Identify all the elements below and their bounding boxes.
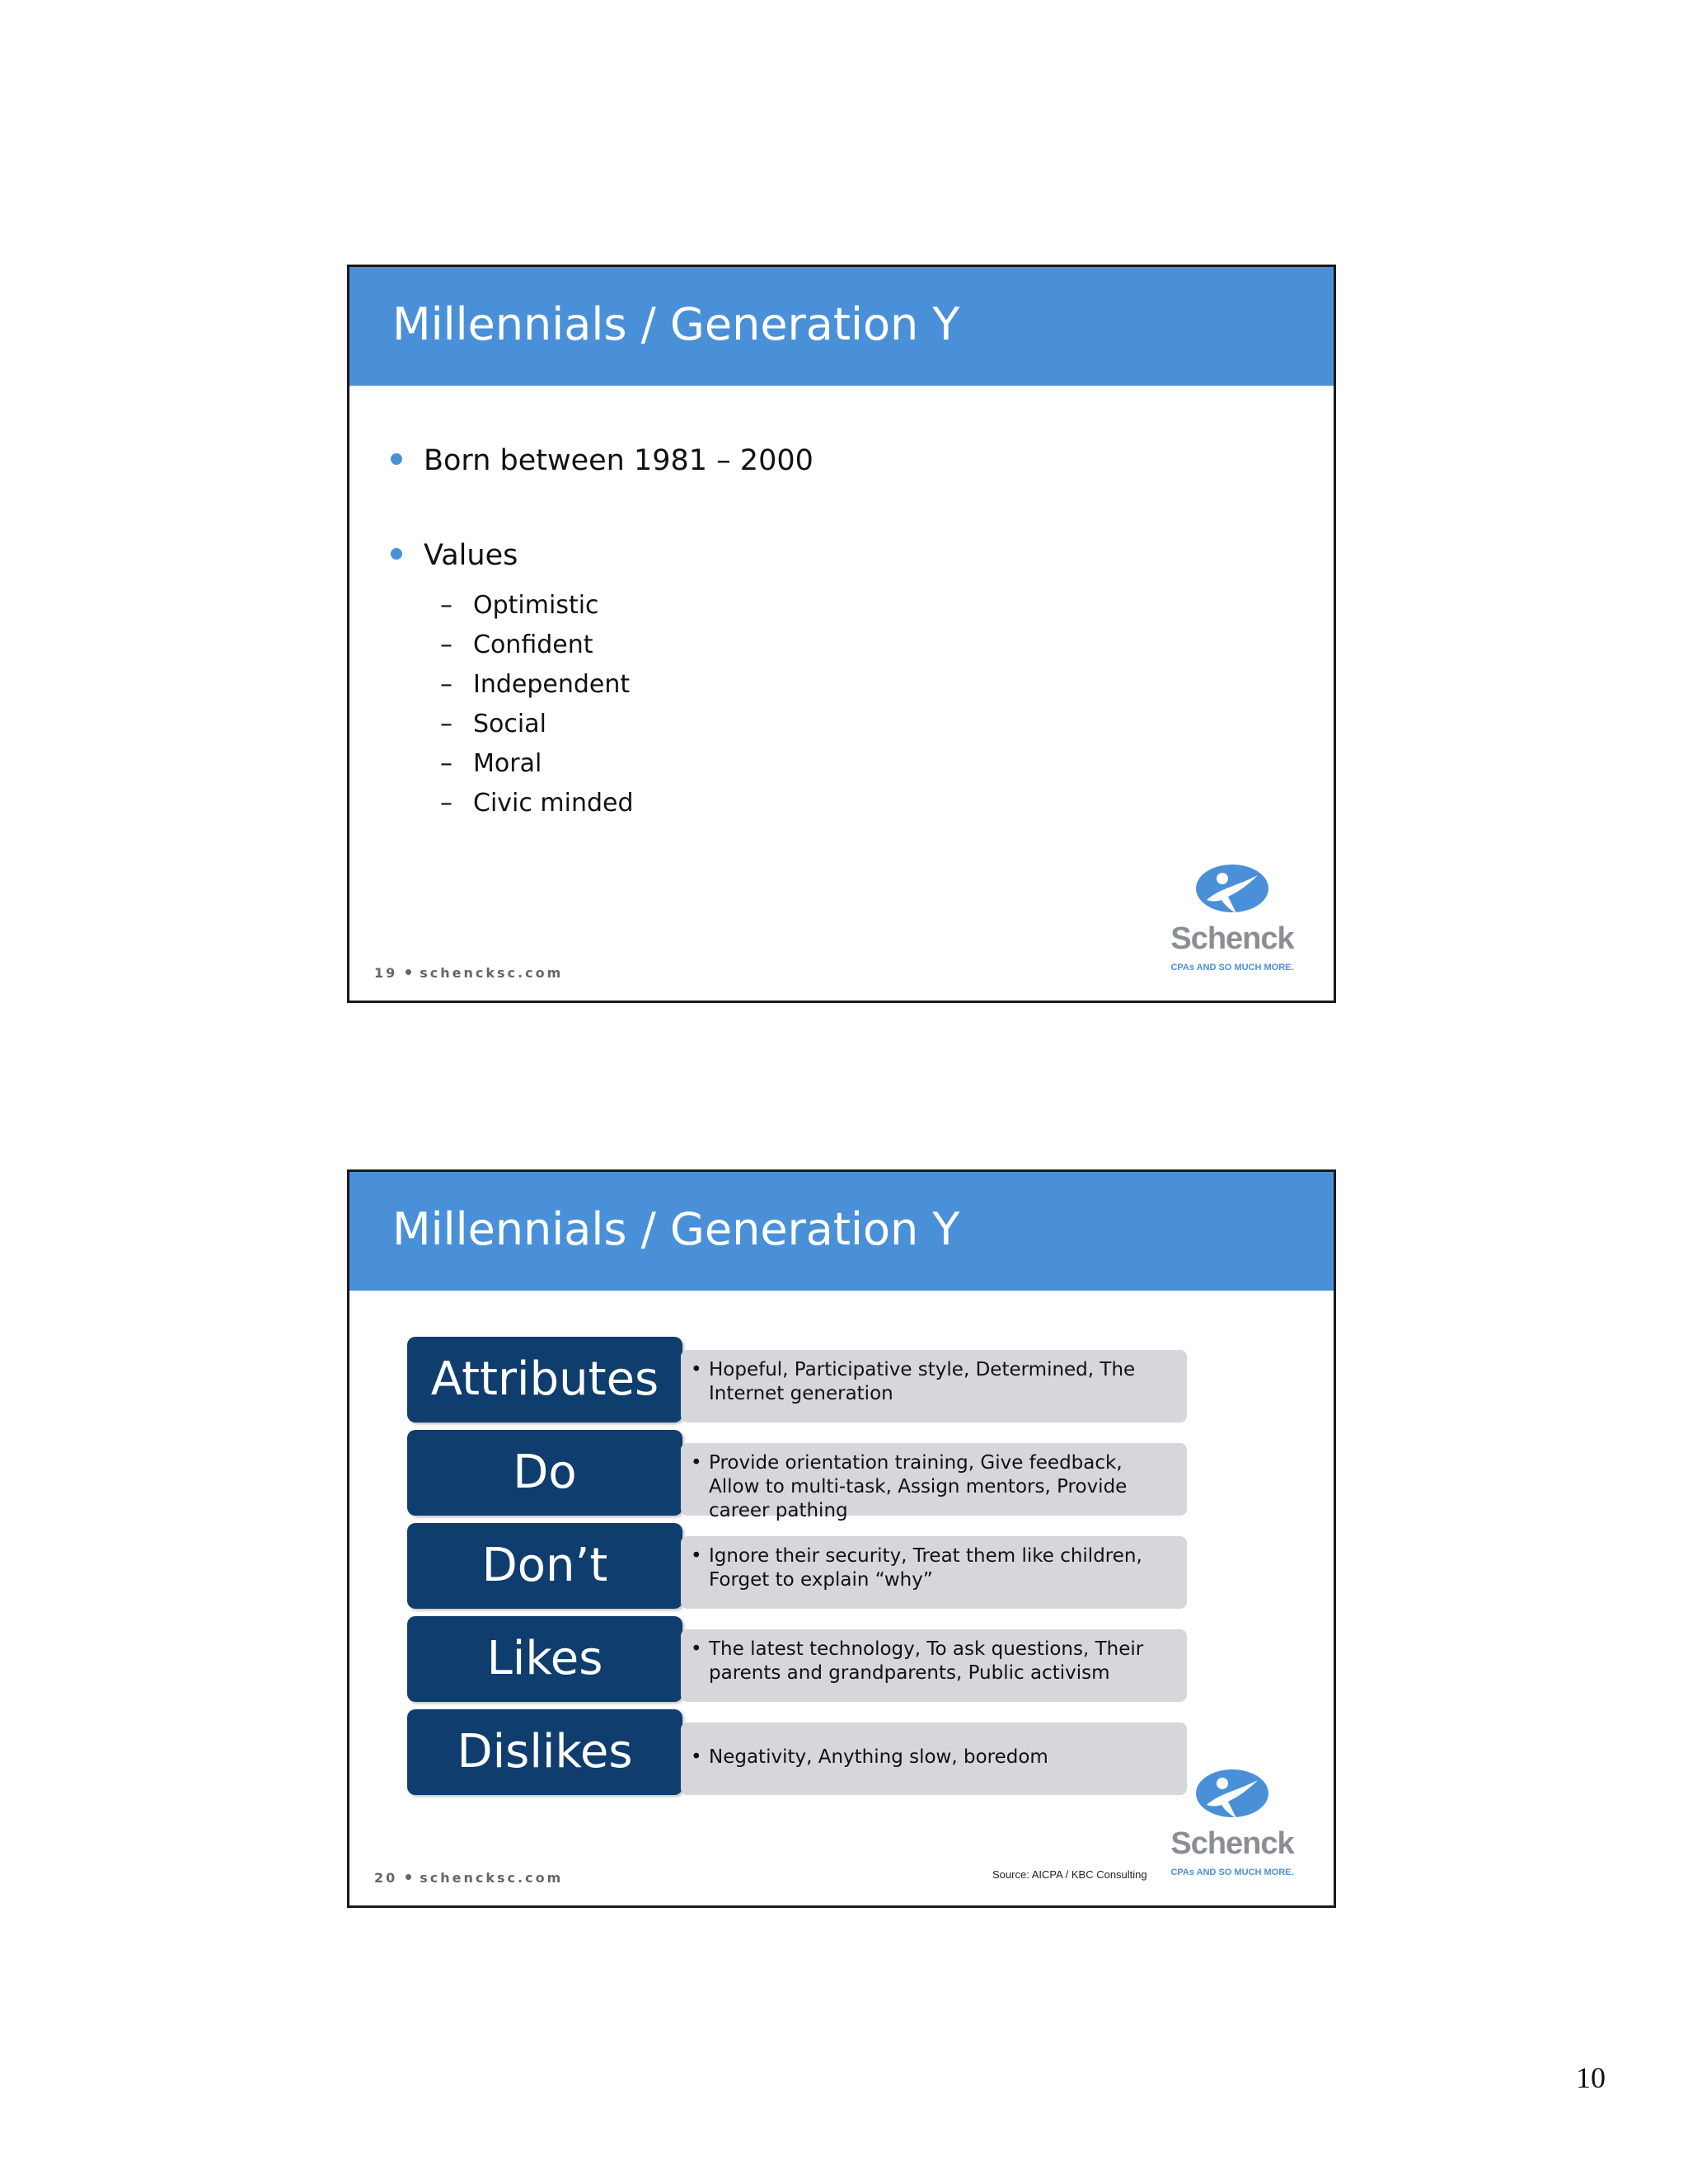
- row-attributes: [407, 1337, 1190, 1422]
- list-item: – Confident: [440, 630, 593, 659]
- logo-name: Schenck: [1170, 921, 1294, 956]
- slide-header: [349, 1172, 1334, 1291]
- row-description: • Negativity, Anything slow, boredom: [681, 1722, 1187, 1795]
- slide-footer: [374, 1870, 563, 1886]
- bullet-dot-icon: [391, 453, 402, 465]
- row-description: • Hopeful, Participative style, Determined, The Internet generation: [681, 1350, 1187, 1422]
- bullet-text: Born between 1981 – 2000: [424, 444, 814, 477]
- slide-20: [347, 1169, 1336, 1908]
- values-list: [440, 586, 634, 823]
- row-do: [407, 1430, 1190, 1521]
- footer-dot-icon: [406, 1874, 411, 1880]
- bullet-text: Values: [424, 539, 518, 572]
- slide-title: Millennials / Generation Y: [392, 298, 960, 350]
- row-dont: [407, 1523, 1190, 1609]
- row-description: • Provide orientation training, Give feedback, Allow to multi-task, Assign mentors, Provide career pathing: [681, 1443, 1187, 1516]
- row-label: Don’t: [407, 1523, 682, 1609]
- row-label: Likes: [407, 1616, 682, 1702]
- schenck-logo: [1167, 864, 1297, 979]
- row-description: • The latest technology, To ask questions, Their parents and grandparents, Public activism: [681, 1629, 1187, 1702]
- list-item: – Optimistic: [440, 591, 599, 620]
- list-item: – Independent: [440, 670, 631, 699]
- logo-tagline: CPAs AND SO MUCH MORE.: [1170, 1868, 1294, 1877]
- slide-footer: [374, 965, 563, 981]
- list-item: – Moral: [440, 749, 542, 778]
- page-number: 10: [1576, 2061, 1606, 2094]
- slide-header: [349, 267, 1334, 386]
- bullet-dot-icon: [391, 548, 402, 560]
- slide-19: [347, 265, 1336, 1003]
- footer-site: schencksc.com: [420, 1870, 564, 1886]
- bullet-values: [391, 539, 518, 572]
- list-item: – Civic minded: [440, 789, 634, 818]
- row-label: Attributes: [407, 1337, 682, 1422]
- logo-tagline: CPAs AND SO MUCH MORE.: [1170, 963, 1294, 972]
- footer-dot-icon: [406, 969, 411, 975]
- schenck-logo: [1167, 1769, 1297, 1884]
- logo-name: Schenck: [1170, 1826, 1294, 1861]
- slide-title: Millennials / Generation Y: [392, 1203, 960, 1255]
- logo-figure-icon: [1195, 1769, 1269, 1825]
- bullet-born: [391, 444, 814, 477]
- row-description: • Ignore their security, Treat them like children, Forget to explain “why”: [681, 1536, 1187, 1609]
- footer-site: schencksc.com: [420, 965, 564, 981]
- list-item: – Social: [440, 710, 546, 738]
- row-likes: [407, 1616, 1190, 1702]
- row-label: Do: [407, 1430, 682, 1516]
- logo-figure-icon: [1195, 864, 1269, 920]
- slide-number: 20: [374, 1870, 398, 1886]
- row-label: Dislikes: [407, 1709, 682, 1795]
- slide-number: 19: [374, 965, 398, 981]
- source-note: Source: AICPA / KBC Consulting: [992, 1868, 1147, 1881]
- row-dislikes: [407, 1709, 1190, 1795]
